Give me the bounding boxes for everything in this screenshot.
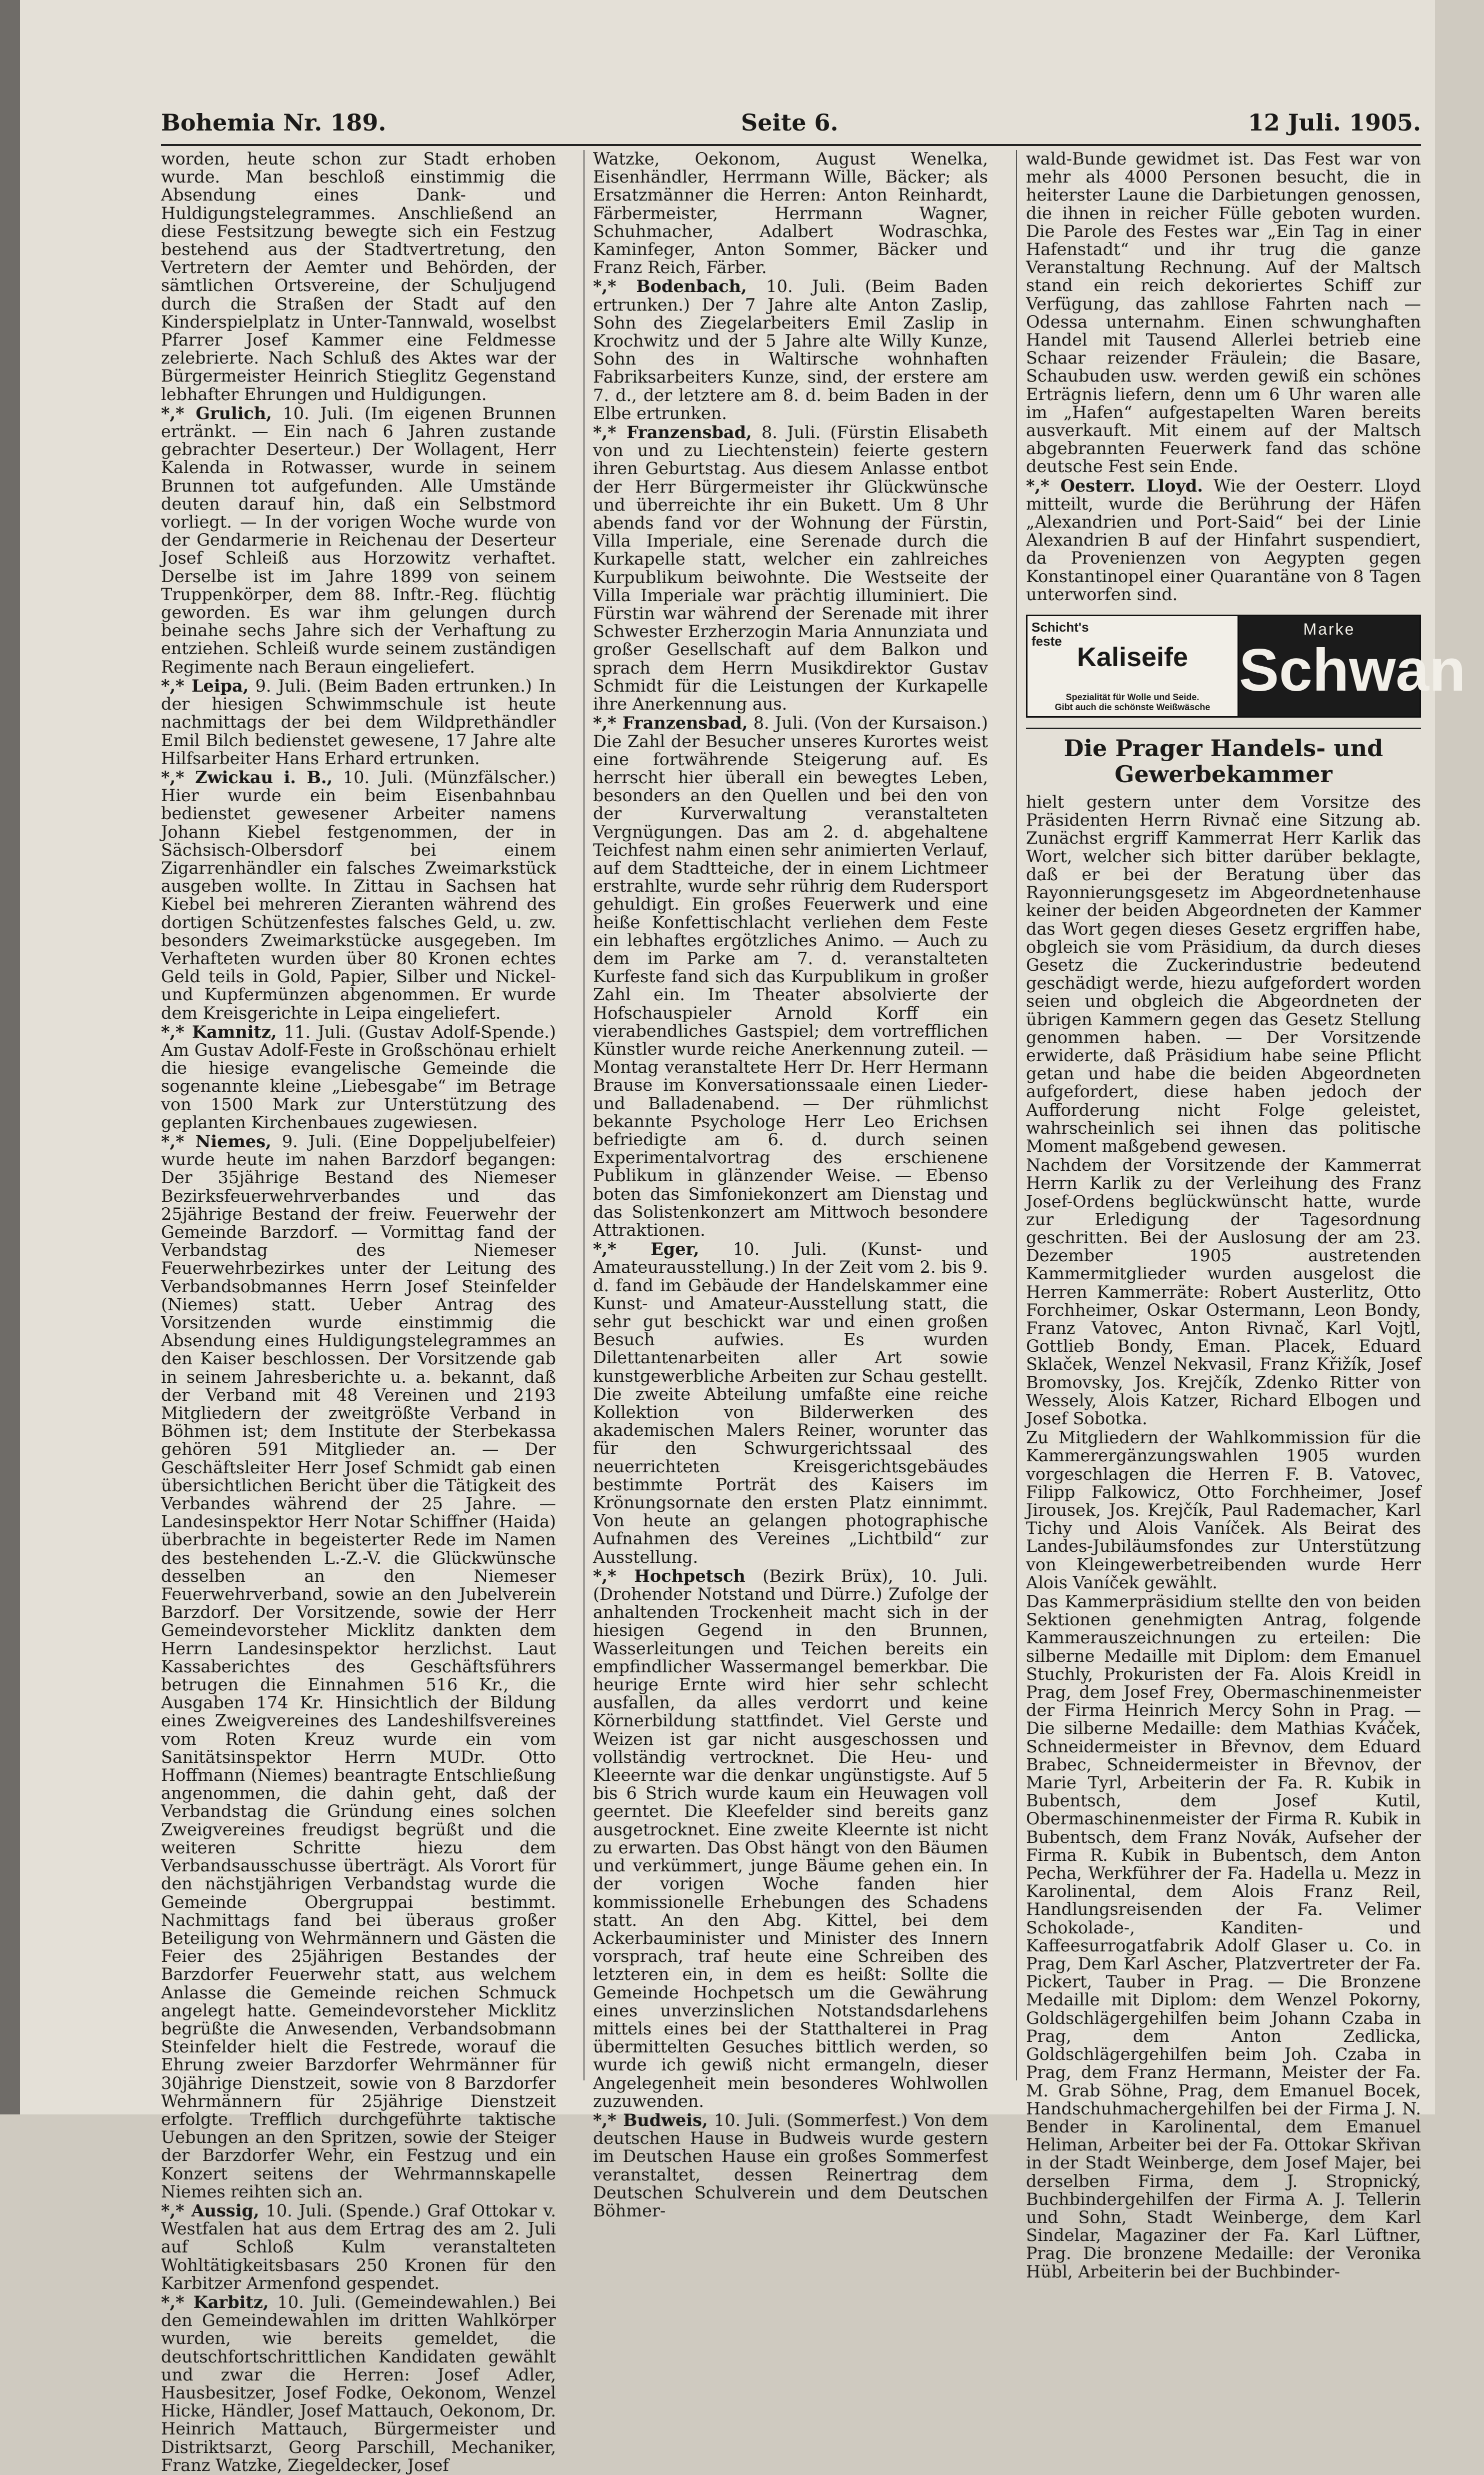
dateline-place: Aussig, (191, 2200, 260, 2220)
article-paragraph (161, 150, 556, 404)
section-mark: *,* (161, 2292, 194, 2312)
column-3 (1026, 149, 1466, 2281)
dateline-place: Franzensbad, (626, 423, 752, 443)
dateline-place: Eger, (650, 1239, 700, 1259)
dateline-place: Hochpetsch (634, 1566, 746, 1586)
article-paragraph (161, 2293, 556, 2474)
paragraph-text: Nachdem der Vorsitzende der Kammerrat Herrn Karlik zu der Verleihung des Franz Josef-Ordens beglückwünscht hatte, wurde zur Erledigung der Tagesordnung geschritten. Bei der Auslosung der am 23. Dezember 1905 austretenden Kammermitglieder wurden ausgelost die Herren Kammerräte: Robert Austerlitz, Otto Forchheimer, Oskar Ostermann, Leon Bondy, Franz Vatovec, Anton Rivnač, Karl Vojtl, Gottlieb Bondy, Eman. Placek, Eduard Sklaček, Wenzel Nekvasil, Franz Křižík, Josef Bromovsky, Jos. Krejčík, Zdenko Ritter von Wessely, Alois Katzer, Richard Elbogen und Josef Sobotka. (1026, 1155, 1421, 1428)
paragraph-text: 10. Juli. (Spende.) Graf Ottokar v. Westfalen hat aus dem Ertrag des am 2. Juli auf Schloß Kulm veranstalteten Wohltätigkeitsbasars 250 Kronen für den Karbitzer Armenfond gespendet. (161, 2200, 556, 2293)
paragraph-text: Zu Mitgliedern der Wahlkommission für die Kammerergänzungswahlen 1905 wurden vorgeschlagen die Herren F. B. Vatovec, Filipp Falkowicz, Otto Forchheimer, Josef Jirousek, Jos. Krejčík, Paul Rademacher, Karl Tichy und Alois Vaníček. Als Beirat des Landes-Jubiläumsfondes zur Unterstützung von Kleingewerbetreibenden wurde Herr Alois Vaníček gewählt. (1026, 1428, 1421, 1592)
article-paragraph (593, 2111, 988, 2220)
section-mark: *,* (593, 713, 622, 733)
dateline-place: Karbitz, (193, 2292, 269, 2312)
section-mark: *,* (593, 423, 626, 443)
dateline-place: Bodenbach, (636, 277, 747, 297)
column-3-chamber-article (1026, 793, 1421, 2281)
section-mark: *,* (161, 403, 196, 423)
page-header (161, 109, 1421, 142)
article-paragraph (593, 150, 988, 277)
header-rule (161, 144, 1421, 146)
article-paragraph (161, 1023, 556, 1132)
dateline-place: Kamnitz, (192, 1022, 277, 1042)
paragraph-text: hielt gestern unter dem Vorsitze des Präsidenten Herrn Rivnač eine Sitzung ab. Zunächst ergriff Kammerrat Herr Karlik das Wort, welcher sich bitter darüber beklagte, daß er bei der Beratung über das Rayonnierungsgesetz im Abgeordnetenhause keiner der beiden Abgeordneten der Kammer das Wort gegen dieses Gesetz ergriffen habe, obgleich sie vom Präsidium, da durch dieses Gesetz die Zuckerindustrie bedeutend geschädigt werde, hiezu aufgefordert worden seien und obgleich die Abgeordneten der übrigen Kammern gegen das Gesetz Stellung genommen haben. — Der Vorsitzende erwiderte, daß Präsidium habe seine Pflicht getan und habe die beiden Abgeordneten aufgefordert, diese haben jedoch der Aufforderung nicht Folge geleistet, wahrscheinlich sei ihnen das politische Moment maßgebend gewesen. (1026, 792, 1421, 1156)
article-paragraph (161, 405, 556, 676)
paragraph-text: 10. Juli. (Gemeindewahlen.) Bei den Gemeindewahlen im dritten Wahlkörper wurden, wie bereits gemeldet, die deutschfortschrittlichen Kandidaten gewählt und zwar die Herren: Josef Adler, Hausbesitzer, Josef Fodke, Oekonom, Wenzel Hicke, Händler, Josef Mattauch, Oekonom, Dr. Heinrich Mattauch, Bürgermeister und Distriktsarzt, Georg Parschill, Mechaniker, Franz Watzke, Ziegeldecker, Josef (161, 2292, 556, 2475)
ad-maker: Schicht's feste (1032, 620, 1089, 649)
article-paragraph (1026, 1156, 1421, 1428)
binding-edge (0, 0, 20, 2114)
ad-product-name: Kaliseife (1076, 642, 1188, 673)
paragraph-text: (Bezirk Brüx), 10. Juli. (Drohender Notstand und Dürre.) Zufolge der anhaltenden Trockenheit macht sich in der hiesigen Gegend in den Brunnen, Wasserleitungen und Teichen bereits ein empfindlicher Wassermangel bemerkbar. Die heurige Ernte wird hier sehr schlecht ausfallen, da alles verdorrt und keine Körnerbildung stattfindet. Viel Gerste und Weizen ist gar nicht ausgeschossen und vollständig vertrocknet. Die Heu- und Kleeernte war die denkar ungünstigste. Auf 5 bis 6 Strich wurde kaum ein Heuwagen voll geerntet. Die Kleefelder sind bereits ganz ausgetrocknet. Eine zweite Kleernte ist nicht zu erwarten. Das Obst hängt von den Bäumen und verkümmert, junge Bäume gehen ein. In der vorigen Woche fanden hier kommissionelle Erhebungen des Schadens statt. An den Abg. Kittel, bei dem Ackerbauminister und Minister des Innern vorsprach, traf heute eine Schreiben des letzteren ein, in dem es heißt: Sollte die Gemeinde Hochpetsch um die Gewährung eines unverzinslichen Notstandsdarlehens mittels eines bei der Statthalterei in Prag übermittelten Gesuches bittlich werden, so wurde ich gewiß nicht ermangeln, dieser Angelegenheit mein besonderes Wohlwollen zuzuwenden. (593, 1566, 988, 2111)
paragraph-text: worden, heute schon zur Stadt erhoben wurde. Man beschloß einstimmig die Absendung eines Dank- und Huldigungstelegrammes. Anschließend an diese Festsitzung bewegte sich ein Festzug bestehend aus der Stadtvertretung, den Vertretern der Aemter und Behörden, der sämtlichen Ortsvereine, der Schuljugend durch die Straßen der Stadt auf den Kinderspielplatz in Unter-Tannwald, woselbst Pfarrer Josef Kammer eine Feldmesse zelebrierte. Nach Schluß des Aktes war der Bürgermeister Heinrich Stieglitz Gegenstand lebhafter Ehrungen und Huldigungen. (161, 149, 556, 404)
article-paragraph (1026, 793, 1421, 1155)
ad-tagline: Spezialität für Wolle und Seide. Gibt auch die schönste Weißwäsche (1054, 692, 1210, 713)
section-mark: *,* (593, 1239, 651, 1259)
header-page-number: Seite 6. (741, 109, 838, 136)
article-paragraph (161, 677, 556, 768)
column-3-articles (1026, 150, 1421, 604)
article-paragraph (161, 2202, 556, 2292)
dateline-place: Grulich, (196, 403, 272, 423)
paragraph-text: 9. Juli. (Beim Baden ertrunken.) In der hiesigen Schwimmschule ist heute nachmittags der bei dem Wildprethändler Emil Bilch bedienstet gewesene, 17 Jahre alte Hilfsarbeiter Hans Erhard ertrunken. (161, 676, 556, 768)
article-paragraph (161, 1133, 556, 2201)
dateline-place: Zwickau i. B., (195, 767, 333, 787)
paragraph-text: 10. Juli. (Münzfälscher.) Hier wurde ein beim Eisenbahnbau bedienstet gewesener Arbeiter namens Johann Kiebel festgenommen, der in Sächsisch-Olbersdorf bei einem Zigarrenhändler ein falsches Zweimarkstück ausgeben wollte. In Zittau in Sachsen hat Kiebel bei mehreren Zieranten während des dortigen Schützenfestes falsches Geld, u. zw. besonders Zweimarkstücke ausgegeben. Im Verhafteten wurden über 80 Kronen echtes Geld teils in Gold, Papier, Silber und Nickel- und Kupfermünzen abgenommen. Er wurde dem Kreisgerichte in Leipa eingeliefert. (161, 767, 556, 1023)
section-mark: *,* (161, 767, 196, 787)
article-paragraph (593, 424, 988, 713)
paragraph-text: 8. Juli. (Fürstin Elisabeth von und zu Liechtenstein) feierte gestern ihren Geburtstag. Aus diesem Anlasse entbot der Herr Bürgermeister ihr Glückwünsche und überreichte ihr ein Bukett. Um 8 Uhr abends fand vor der Wohnung der Fürstin, Villa Imperiale, eine Serenade durch die Kurkapelle statt, welcher ein zahlreiches Kurpublikum beiwohnte. Die Westseite der Villa Imperiale war prächtig illuminiert. Die Fürstin war während der Serenade mit ihrer Schwester Erzherzogin Maria Annunziata und großer Gesellschaft auf dem Balkon und sprach dem Herrn Musikdirektor Gustav Schmidt für die Leistungen der Kurkapelle ihre Anerkennung aus. (593, 423, 988, 714)
paragraph-text: 10. Juli. (Im eigenen Brunnen ertränkt. — Ein nach 6 Jahren zustande gebrachter Deserteur.) Der Wollagent, Herr Kalenda in Rotwasser, wurde in seinem Brunnen tot aufgefunden. Alle Umstände deuten darauf hin, daß ein Selbstmord vorliegt. — In der vorigen Woche wurde von der Gendarmerie in Reichenau der Deserteur Josef Schleiß aus Horzowitz verhaftet. Derselbe ist im Jahre 1899 von seinem Truppenkörper, dem 88. Inftr.-Reg. flüchtig geworden. Es war ihm gelungen durch beinahe sechs Jahre sich der Verhaftung zu entziehen. Schleiß wurde seinem zuständigen Regimente nach Beraun eingeliefert. (161, 403, 556, 677)
paragraph-text: 10. Juli. (Beim Baden ertrunken.) Der 7 Jahre alte Anton Zaslip, Sohn des Ziegelarbeiters Emil Zaslip in Krochwitz und der 5 Jahre alte Willy Kunze, Sohn des in Waltirsche wohnhaften Fabriksarbeiters Kunze, sind, der erstere am 7. d., der letztere am 8. d. beim Baden in der Elbe ertrunken. (593, 277, 988, 423)
paragraph-text: 11. Juli. (Gustav Adolf-Spende.) Am Gustav Adolf-Feste in Großschönau erhielt die hiesige evangelische Gemeinde die sogenannte kleine „Liebesgabe“ im Betrage von 1500 Mark zur Unterstützung des geplanten Kirchenbaues zugewiesen. (161, 1022, 556, 1132)
header-date: 12 Juli. 1905. (1248, 109, 1421, 136)
section-mark: *,* (161, 1022, 192, 1042)
article-headline: Die Prager Handels- und Gewerbekammer (1026, 728, 1421, 787)
article-paragraph (593, 714, 988, 1239)
column-divider (1016, 150, 1017, 2080)
soap-advertisement (1026, 615, 1466, 718)
ad-brand-panel (1239, 616, 1466, 716)
column-2 (593, 149, 988, 2220)
section-mark: *,* (161, 2200, 192, 2220)
dateline-place: Oesterr. Lloyd. (1060, 476, 1203, 496)
header-issue: Bohemia Nr. 189. (161, 109, 386, 136)
section-mark: *,* (161, 676, 192, 696)
paragraph-text: 9. Juli. (Eine Doppeljubelfeier) wurde heute im nahen Barzdorf begangen: Der 35jährige Bestand des Niemeser Bezirksfeuerwehrverbandes und das 25jährige Bestand der freiw. Feuerwehr der Gemeinde Barzdorf. — Vormittag fand der Verbandstag des Niemeser Feuerwehrbezirkes unter der Leitung des Verbandsobmannes Herrn Josef Steinfelder (Niemes) statt. Ueber Antrag des Vorsitzenden wurde einstimmig die Absendung eines Huldigungstelegrammes an den Kaiser beschlossen. Der Vorsitzende gab in seinem Jahresberichte u. a. bekannt, daß der Verband mit 48 Vereinen und 2193 Mitgliedern der zweitgrößte Verband in Böhmen ist; dem Institute der Sterbekassa gehören 591 Mitglieder an. — Der Geschäftsleiter Herr Josef Schmidt gab einen übersichtlichen Bericht über die Tätigkeit des Verbandes während der 25 Jahre. — Landesinspektor Herr Notar Schiffner (Haida) überbrachte in begeisterter Rede im Namen des bestehenden L.-Z.-V. die Glückwünsche desselben an den Niemeser Feuerwehrverband, sowie an den Jubelverein Barzdorf. Der Vorsitzende, sowie der Herr Gemeindevorsteher Micklitz dankten dem Herrn Landesinspektor herzlichst. Laut Kassaberichtes des Geschäftsführers betrugen die Einnahmen 516 Kr., die Ausgaben 174 Kr. Hinsichtlich der Bildung eines Zweigvereines des Landeshilfsvereines vom Roten Kreuz wurde ein vom Sanitätsinspektor Herrn MUDr. Otto Hoffmann (Niemes) beantragte Entschließung angenommen, die dahin geht, daß der Verbandstag die Gründung eines solchen Zweigvereines freudigst begrüßt und die weiteren Schritte hiezu dem Verbandsausschusse überträgt. Als Vorort für den nächstjährigen Verbandstag wurde die Gemeinde Obergruppai bestimmt. Nachmittags fand bei überaus großer Beteiligung von Wehrmännern und Gästen die Feier des 25jährigen Bestandes der Barzdorfer Feuerwehr statt, aus welchem Anlasse die Gemeinde reichen Schmuck angelegt hatte. Gemeindevorsteher Micklitz begrüßte die Anwesenden, Verbandsobmann Steinfelder hielt die Festrede, worauf die Ehrung zweier Barzdorfer Wehrmänner für 30jährige Dienstzeit, sowie von 8 Barzdorfer Wehrmännern für 25jährige Dienstzeit erfolgte. Trefflich durchgeführte taktische Uebungen an den Spritzen, sowie der Steiger der Barzdorfer Wehr, ein Festzug und ein Konzert seitens der Wehrmannskapelle Niemes reihten sich an. (161, 1131, 556, 2201)
section-mark: *,* (593, 1566, 634, 1586)
paragraph-text: 10. Juli. (Kunst- und Amateurausstellung.) In der Zeit vom 2. bis 9. d. fand im Gebäude der Handelskammer eine Kunst- und Amateur-Ausstellung statt, die sehr gut beschickt war und einen großen Besuch aufwies. Es wurden Dilettantenarbeiten aller Art sowie kunstgewerbliche Arbeiten zur Schau gestellt. Die zweite Abteilung umfaßte eine reiche Kollektion von Bilderwerken des akademischen Malers Reiner, worunter das für den Schwurgerichtssaal des neuerrichteten Kreisgerichtsgebäudes bestimmte Porträt des Kaisers im Krönungsornate den ersten Platz einnimmt. Von heute an gelangen photographische Aufnahmen des Vereines „Lichtbild“ zur Ausstellung. (593, 1239, 988, 1567)
paragraph-text: Wie der Oesterr. Lloyd mitteilt, wurde die Berührung der Häfen „Alexandrien und Port-Said“ bei der Linie Alexandrien B auf der Hinfahrt suspendiert, da Provenienzen von Aegypten gegen Konstantinopel einer Quarantäne von 8 Tagen unterworfen sind. (1026, 476, 1421, 604)
section-mark: *,* (593, 277, 636, 297)
article-paragraph (1026, 477, 1421, 604)
article-paragraph (1026, 1593, 1421, 2281)
paragraph-text: 8. Juli. (Von der Kursaison.) Die Zahl der Besucher unseres Kurortes weist eine fortwährende Steigerung auf. Es herrscht hier überall ein bewegtes Leben, besonders an den Quellen und bei den von der Kurverwaltung veranstalteten Vergnügungen. Das am 2. d. abgehaltene Teichfest nahm einen sehr animierten Verlauf, auf dem Stadtteiche, der in einem Lichtmeer erstrahlte, wurde sehr rührig dem Rudersport gehuldigt. Ein großes Feuerwerk und eine heiße Konfettischlacht verliehen dem Feste ein lebhaftes ergötzliches Animo. — Auch zu dem im Parke am 7. d. veranstalteten Kurfeste fand sich das Kurpublikum in großer Zahl ein. Im Theater absolvierte der Hofschauspieler Arnold Korff ein vierabendliches Gastspiel; dem vortrefflichen Künstler wurde reiche Anerkennung zuteil. — Montag veranstaltete Herr Dr. Herr Hermann Brause im Konversationssaale einen Lieder- und Balladenabend. — Der rühmlichst bekannte Psychologe Herr Leo Erichsen befriedigte am 6. d. durch seinen Experimentalvortrag des erschienene Publikum in glänzender Weise. — Ebenso boten das Simfoniekonzert am Dienstag und das Solistenkonzert am Mittwoch besondere Attraktionen. (593, 713, 988, 1240)
dateline-place: Franzensbad, (622, 713, 748, 733)
column-1 (161, 149, 556, 2475)
ad-marke-label: Marke (1303, 620, 1356, 639)
article-paragraph (593, 1567, 988, 2110)
paragraph-text: 10. Juli. (Sommerfest.) Von dem deutschen Hause in Budweis wurde gestern im Deutschen Hause ein großes Sommerfest veranstaltet, dessen Reinertrag dem Deutschen Schulverein und dem Deutschen Böhmer- (593, 2110, 988, 2220)
paragraph-text: wald-Bunde gewidmet ist. Das Fest war von mehr als 4000 Personen besucht, die in heiterster Laune die Darbietungen genossen, die ihnen in reicher Fülle geboten wurden. Die Parole des Festes war „Ein Tag in einer Hafenstadt“ und ihr trug die ganze Veranstaltung Rechnung. Auf der Maltsch stand ein reich dekoriertes Schiff zur Verfügung, das zahllose Fahrten nach — Odessa unternahm. Einen schwunghaften Handel mit Tausend Allerlei betrieb eine Schaar reizender Fräulein; die Basare, Schaubuden usw. werden gewiß ein schönes Erträgnis liefern, denn um 6 Uhr waren alle im „Hafen“ aufgestapelten Waren bereits ausverkauft. Mit einem auf der Maltsch abgebrannten Feuerwerk fand das schöne deutsche Fest sein Ende. (1026, 149, 1421, 477)
article-paragraph (593, 278, 988, 423)
paragraph-text: Das Kammerpräsidium stellte den von beiden Sektionen genehmigten Antrag, folgende Kammerauszeichnungen zu erteilen: Die silberne Medaille mit Diplom: dem Emanuel Stuchly, Prokuristen der Fa. Alois Kreidl in Prag, dem Josef Frey, Obermaschinenmeister der Firma Heinrich Mercy Sohn in Prag. — Die silberne Medaille: dem Mathias Kváček, Schneidermeister in Břevnov, dem Eduard Brabec, Schneidermeister in Břevnov, der Marie Tyrl, Arbeiterin der Fa. R. Kubik in Bubentsch, dem Josef Kutil, Obermaschinenmeister der Firma R. Kubik in Bubentsch, dem Franz Novák, Aufseher der Firma R. Kubik in Bubentsch, dem Anton Pecha, Werkführer der Fa. Hadella u. Mezz in Karolinental, dem Alois Franz Reil, Handlungsreisenden der Fa. Velimer Schokolade-, Kanditen- und Kaffeesurrogatfabrik Adolf Glaser u. Co. in Prag, Dem Karl Ascher, Platzvertreter der Fa. Pickert, Tauber in Prag. — Die Bronzene Medaille mit Diplom: dem Wenzel Pokorny, Goldschlägergehilfen beim Johann Czaba in Prag, dem Anton Zedlicka, Goldschlägergehilfen beim Joh. Czaba in Prag, dem Franz Hermann, Meister der Fa. M. Grab Söhne, Prag, dem Emanuel Bocek, Handschuhmachergehilfen bei der Firma J. N. Bender in Karolinental, dem Emanuel Heliman, Arbeiter bei der Fa. Ottokar Skřivan in der Stadt Weinberge, dem Josef Majer, bei derselben Firma, dem J. Stropnický, Buchbindergehilfen der Firma A. J. Tellerin und Sohn, Stadt Weinberge, dem Karl Sindelar, Magaziner der Fa. Karl Lüftner, Prag. Die bronzene Medaille: der Veronika Hübl, Arbeiterin bei der Buchbinder- (1026, 1592, 1421, 2281)
dateline-place: Leipa, (191, 676, 249, 696)
article-paragraph (1026, 1429, 1421, 1592)
section-mark: *,* (161, 1131, 196, 1151)
section-mark: *,* (1026, 476, 1060, 496)
ad-brand-name: Schwan (1239, 637, 1466, 704)
section-mark: *,* (593, 2110, 624, 2130)
ad-left-panel (1028, 616, 1239, 716)
paragraph-text: Watzke, Oekonom, August Wenelka, Eisenhändler, Herrmann Wille, Bäcker; als Ersatzmänner die Herren: Anton Reinhardt, Färbermeister, Herrmann Wagner, Schuhmacher, Adalbert Wodraschka, Kaminfeger, Anton Sommer, Bäcker und Franz Reich, Färber. (593, 149, 988, 278)
article-paragraph (161, 769, 556, 1022)
dateline-place: Budweis, (623, 2110, 708, 2130)
dateline-place: Niemes, (195, 1131, 272, 1151)
article-paragraph (1026, 150, 1421, 476)
article-paragraph (593, 1240, 988, 1566)
